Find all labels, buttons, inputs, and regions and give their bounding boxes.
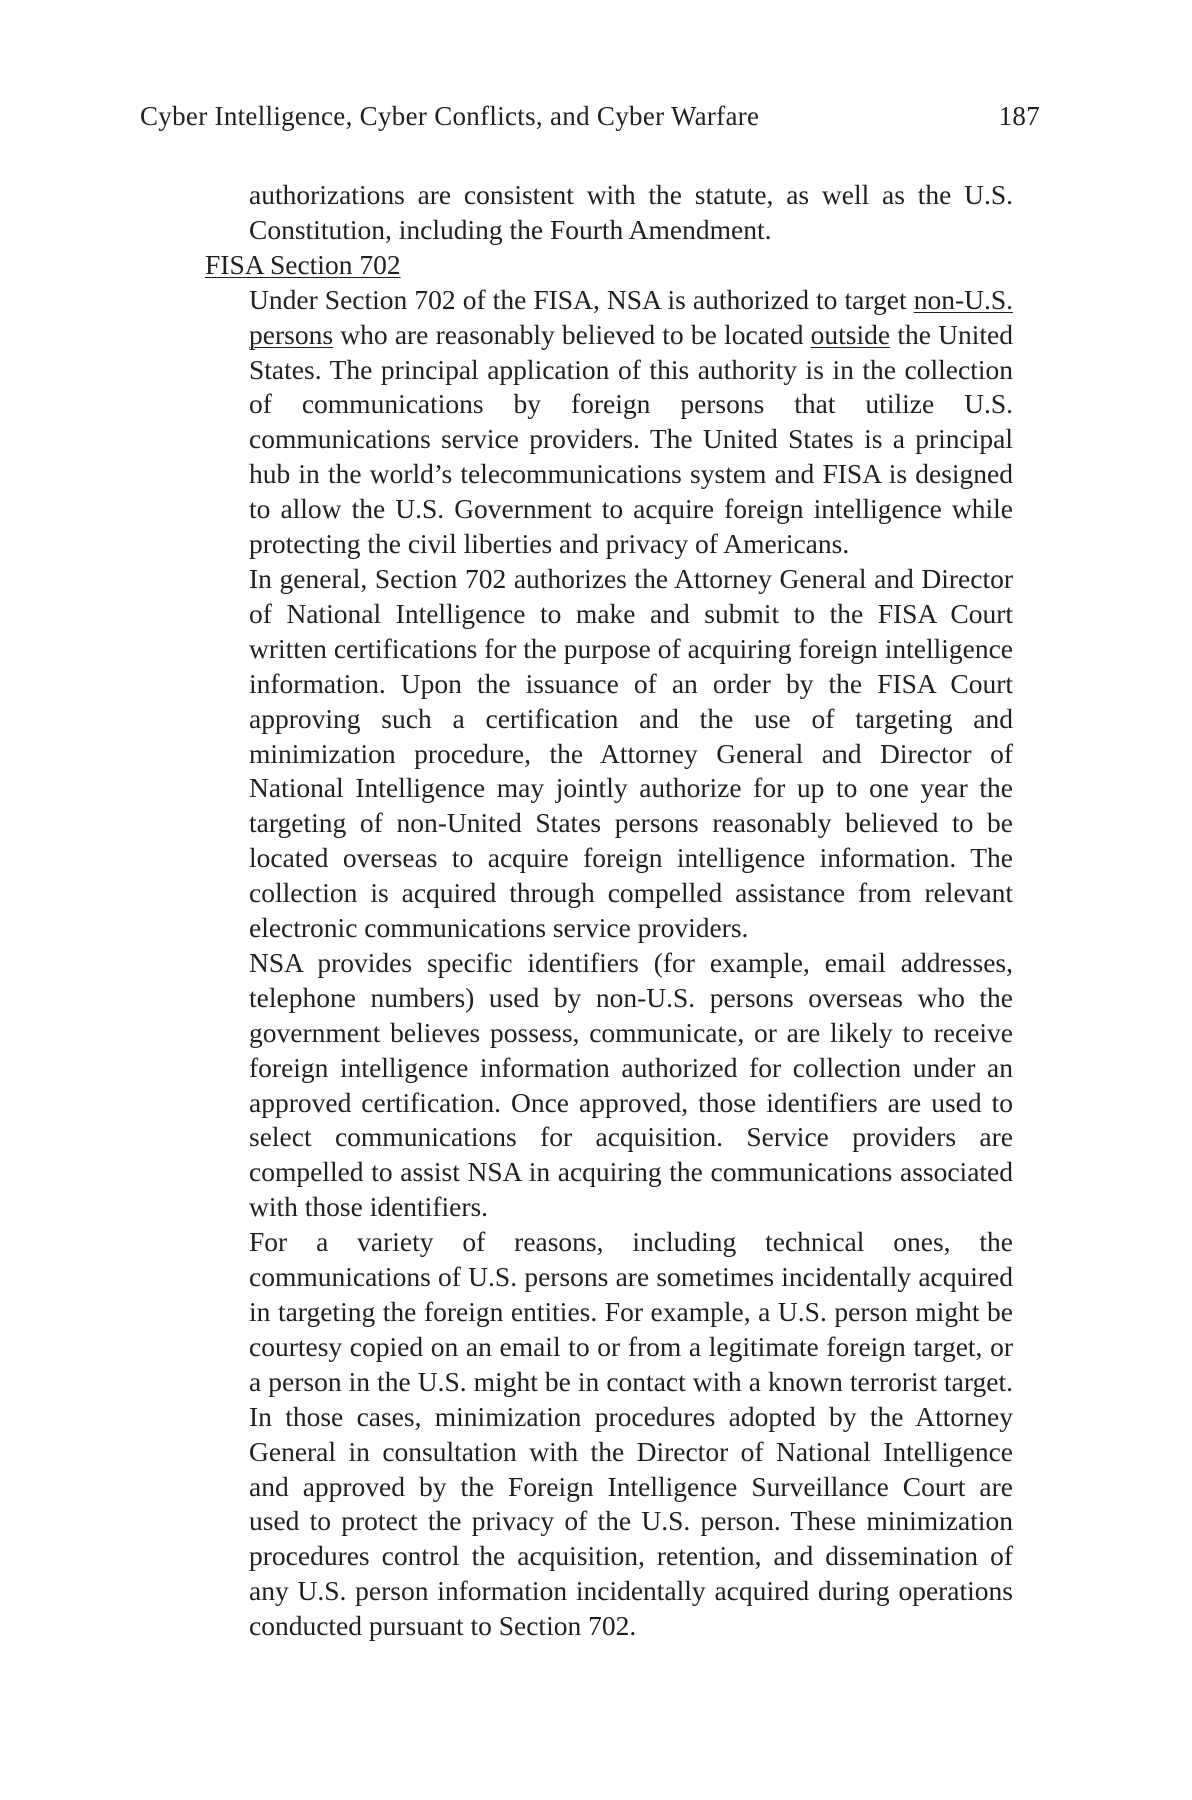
section-heading: FISA Section 702 [205,248,401,280]
page-body [205,178,1013,1644]
continued-paragraph: authorizations are consistent with the statute, as well as the U.S. Constitution, including the Fourth Amendment. [249,179,1013,245]
underlined-term-non-us-persons: non-U.S. persons [249,283,1013,350]
paragraph-702-authority [205,283,1013,562]
running-head [140,96,1040,136]
paragraph-certifications: In general, Section 702 authorizes the Attorney General and Director of National Intelligence to make and submit to the FISA Court written certifications for the purpose of acquiring foreign intelligence information. Upon the issuance of an order by the FISA Court approving such a certification and the use of targeting and minimization procedure, the Attorney General and Director of National Intelligence may jointly authorize for up to one year the targeting of non-United States persons reasonably believed to be located overseas to acquire foreign intelligence information. The collection is acquired through compelled assistance from relevant electronic communications service providers. [249,562,1013,944]
paragraph-text: Under Section 702 of the FISA, NSA is authorized to target [249,283,914,315]
underlined-term-outside: outside [810,318,891,350]
running-head-title: Cyber Intelligence, Cyber Conflicts, and Cyber Warfare [140,101,760,131]
paragraph-minimization: For a variety of reasons, including technical ones, the communications of U.S. persons are sometimes incidentally acquired in targeting the foreign entities. For example, a U.S. person might be courtesy copied on an email to or from a legitimate foreign target, or a person in the U.S. might be in contact with a known terrorist target. In those cases, minimization procedures adopted by the Attorney General in consultation with the Director of National Intelligence and approved by the Foreign Intelligence Surveillance Court are used to protect the privacy of the U.S. person. These minimization procedures control the acquisition, retention, and dissemination of any U.S. person information incidentally acquired during operations conducted pursuant to Section 702. [249,1226,1013,1642]
paragraph-identifiers: NSA provides specific identifiers (for example, email addresses, telephone numbers) used by non-U.S. persons overseas who the government believes possess, communicate, or are likely to receive foreign intelligence information authorized for collection under an approved certification. Once approved, those identifiers are used to select communications for acquisition. Service providers are compelled to assist NSA in acquiring the communications associated with those identifiers. [249,946,1013,1223]
paragraph-text: the United States. The principal application of this authority is in the collection of communications by foreign persons that utilize U.S. communications service providers. The United States is a principal hub in the world’s telecommunications system and FISA is designed to allow the U.S. Government to acquire foreign intelligence while protecting the civil liberties and privacy of Americans. [249,318,1013,560]
paragraph-text: who are reasonably believed to be located [333,318,811,350]
page-number: 187 [998,101,1040,131]
